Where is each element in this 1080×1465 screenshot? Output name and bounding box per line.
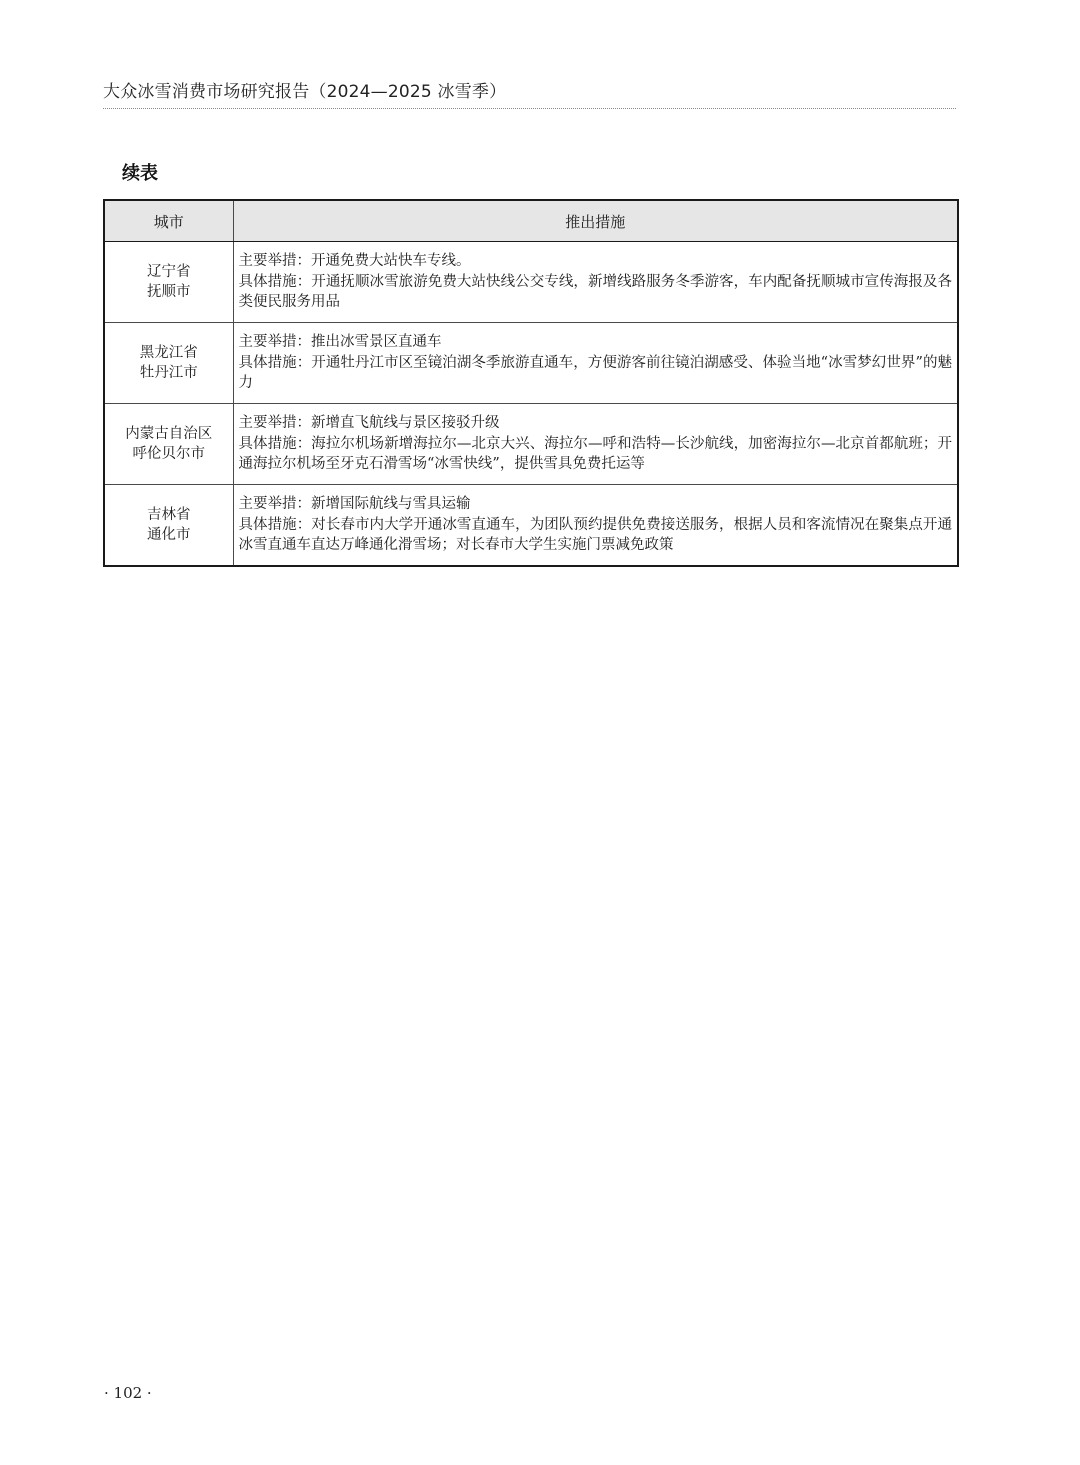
detail-measure: 具体措施：开通牡丹江市区至镜泊湖冬季旅游直通车，方便游客前往镜泊湖感受、体验当地“冰雪梦幻世界”的魅力 <box>238 354 952 392</box>
main-measure: 主要举措：开通免费大站快车专线。 <box>238 253 471 270</box>
province-name: 辽宁省 <box>147 263 191 280</box>
table-row <box>104 323 958 404</box>
city-cell <box>104 404 233 485</box>
measures-cell <box>233 242 958 323</box>
measures-cell <box>233 485 958 567</box>
measures-cell <box>233 323 958 404</box>
main-measure: 主要举措：新增国际航线与雪具运输 <box>238 496 471 513</box>
detail-measure: 具体措施：开通抚顺冰雪旅游免费大站快线公交专线，新增线路服务冬季游客，车内配备抚顺城市宣传海报及各类便民服务用品 <box>238 273 952 311</box>
running-header-title: 大众冰雪消费市场研究报告（2024—2025 冰雪季） <box>103 82 507 102</box>
city-measures-table <box>103 199 959 567</box>
city-name: 抚顺市 <box>147 284 191 300</box>
province-name: 吉林省 <box>147 506 191 523</box>
detail-measure: 具体措施：对长春市内大学开通冰雪直通车，为团队预约提供免费接送服务，根据人员和客流情况在聚集点开通冰雪直通车直达万峰通化滑雪场；对长春市大学生实施门票减免政策 <box>238 516 952 554</box>
header-divider <box>103 108 956 109</box>
table-header-row <box>104 200 958 242</box>
table-row <box>104 485 958 567</box>
province-name: 内蒙古自治区 <box>125 425 213 442</box>
column-header-measures: 推出措施 <box>233 200 958 242</box>
city-cell <box>104 485 233 567</box>
city-name: 呼伦贝尔市 <box>132 446 205 462</box>
city-name: 牡丹江市 <box>139 365 198 381</box>
detail-measure: 具体措施：海拉尔机场新增海拉尔—北京大兴、海拉尔—呼和浩特—长沙航线，加密海拉尔—北京首都航班；开通海拉尔机场至牙克石滑雪场“冰雪快线”，提供雪具免费托运等 <box>238 435 952 473</box>
city-name: 通化市 <box>147 527 191 543</box>
measures-cell <box>233 404 958 485</box>
column-header-city: 城市 <box>104 200 233 242</box>
table-row <box>104 242 958 323</box>
province-name: 黑龙江省 <box>139 344 198 361</box>
main-measure: 主要举措：新增直飞航线与景区接驳升级 <box>238 415 500 432</box>
city-cell <box>104 323 233 404</box>
page-number: · 102 · <box>104 1384 152 1402</box>
main-measure: 主要举措：推出冰雪景区直通车 <box>238 334 442 351</box>
table-row <box>104 404 958 485</box>
table-caption: 续表 <box>122 163 158 184</box>
city-cell <box>104 242 233 323</box>
